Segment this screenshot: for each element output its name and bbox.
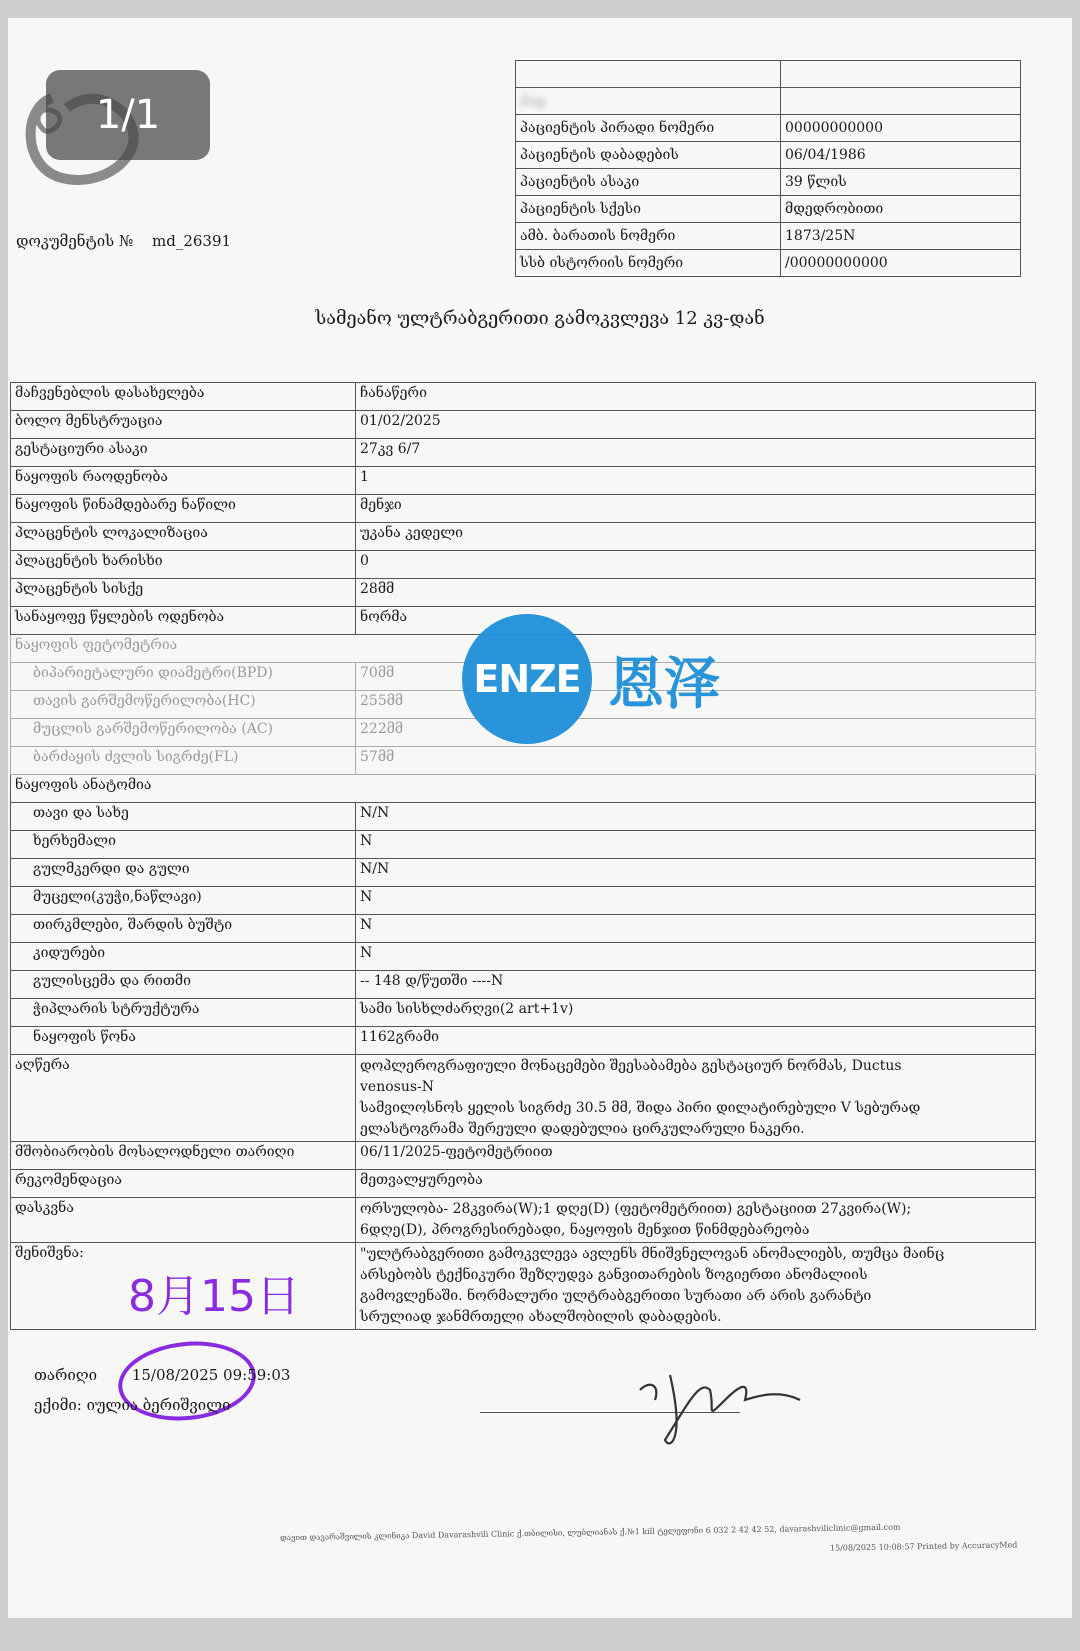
table-row	[11, 467, 1036, 495]
note-line: სრულიად ჯანმრთელი ახალშობილის დაბადების.	[360, 1309, 722, 1325]
anatomy-label: თირკმლები, შარდის ბუშტი	[11, 915, 356, 943]
field-label: ბოლო მენსტრუაცია	[11, 411, 356, 439]
table-row	[11, 383, 1036, 411]
table-row	[11, 887, 1036, 915]
table-row	[11, 943, 1036, 971]
description-line: ელასტოგრამა შერეული დადებულია ცირკულარული ნაკერი.	[360, 1121, 805, 1137]
patient-field-label: პაც	[516, 88, 781, 115]
patient-field-value: 06/04/1986	[781, 142, 1021, 169]
patient-field-label: სსბ ისტორიის ნომერი	[516, 250, 781, 277]
page-counter: 1/1	[46, 70, 210, 160]
anatomy-label: კიდურები	[11, 943, 356, 971]
patient-field-label: ამბ. ბარათის ნომერი	[516, 223, 781, 250]
fetometry-value: 222მმ	[356, 719, 1036, 747]
table-row	[11, 1027, 1036, 1055]
patient-field-value: 00000000000	[781, 115, 1021, 142]
document-number	[16, 232, 245, 250]
doctor-label: ექიმი: იულია	[34, 1396, 138, 1414]
anatomy-label: გულმკერდი და გული	[11, 859, 356, 887]
patient-field-label: პაციენტის სქესი	[516, 196, 781, 223]
field-label: სანაყოფე წყლების ოდენობა	[11, 607, 356, 635]
description-line: venosus-N	[360, 1079, 435, 1095]
date-value: 15/08/2025 09:59:03	[131, 1366, 291, 1384]
anatomy-value: N	[356, 915, 1036, 943]
field-label: ნაყოფის წინამდებარე ნაწილი	[11, 495, 356, 523]
section-row	[11, 775, 1036, 803]
field-value: 28მმ	[356, 579, 1036, 607]
field-value: 1	[356, 467, 1036, 495]
anatomy-value: სამი სისხლძარღვი(2 art+1v)	[356, 999, 1036, 1027]
patient-row	[516, 61, 1021, 88]
anatomy-section-title: ნაყოფის ანატომია	[11, 775, 1036, 803]
note-line: "ულტრაბგერითი გამოკვლევა ავლენს მნიშვნელოვან ანომალიებს, თუმცა მაინც	[360, 1246, 945, 1262]
table-row	[11, 1170, 1036, 1198]
table-row	[11, 971, 1036, 999]
fetometry-value: 70მმ	[356, 663, 1036, 691]
patient-field-value: 1873/25N	[781, 223, 1021, 250]
patient-field-value	[781, 61, 1021, 88]
field-value: მენჯი	[356, 495, 1036, 523]
fetometry-value: 255მმ	[356, 691, 1036, 719]
patient-field-value	[781, 88, 1021, 115]
anatomy-label: გულისცემა და რითმი	[11, 971, 356, 999]
patient-row	[516, 169, 1021, 196]
conclusion-line: 6დღე(D), პროგრესირებადი, ნაყოფის მენჯით წინმდებარეობა	[360, 1222, 810, 1238]
table-row	[11, 579, 1036, 607]
document-title: სამეანო ულტრაბგერითი გამოკვლევა 12 კვ-დან	[315, 308, 765, 329]
table-row	[11, 411, 1036, 439]
description-row	[11, 1055, 1036, 1142]
date-label: თარიღი	[34, 1366, 98, 1384]
recommendation-value: მეთვალყურეობა	[356, 1170, 1036, 1198]
anatomy-label: მუცელი(კუჭი,ნაწლავი)	[11, 887, 356, 915]
fetometry-label: ბიპარიეტალური დიამეტრი(BPD)	[11, 663, 356, 691]
anatomy-value: 1162გრამი	[356, 1027, 1036, 1055]
field-label: პლაცენტის ხარისხი	[11, 551, 356, 579]
patient-field-label	[516, 61, 781, 88]
description-line: დოპლეროგრაფიული მონაცემები შეესაბამება გესტაციურ ნორმას, Ductus	[360, 1058, 902, 1074]
footer-print-info: 15/08/2025 10:08:57 Printed by AccuracyMed	[829, 1540, 1018, 1553]
table-row	[11, 999, 1036, 1027]
patient-row	[516, 115, 1021, 142]
table-row	[11, 1142, 1036, 1170]
description-text	[356, 1055, 1036, 1142]
field-label: ნაყოფის რაოდენობა	[11, 467, 356, 495]
footer-clinic-info: დავით დავარაშვილის კლინიკა David Davarashvili Clinic ქ.თბილისი, ლუბლიანას ქ.№1 kill ტელეფონი 6 032 2 42 42 52, davarashviliclinic@gmail.com	[279, 1522, 901, 1543]
note-label: შენიშვნა:	[11, 1243, 356, 1330]
field-label: პლაცენტის ლოკალიზაცია	[11, 523, 356, 551]
anatomy-label: ნაყოფის წონა	[11, 1027, 356, 1055]
field-value: 01/02/2025	[356, 411, 1036, 439]
anatomy-value: N	[356, 831, 1036, 859]
due-date-value: 06/11/2025-ფეტომეტრიით	[356, 1142, 1036, 1170]
doctor-row	[34, 1396, 231, 1414]
patient-field-value: 39 წლის	[781, 169, 1021, 196]
document-number-value: md_26391	[152, 232, 232, 250]
patient-field-label: პაციენტის დაბადების	[516, 142, 781, 169]
patient-field-label: პაციენტის ასაკი	[516, 169, 781, 196]
field-value: ნორმა	[356, 607, 1036, 635]
patient-row	[516, 196, 1021, 223]
patient-field-value: მდედრობითი	[781, 196, 1021, 223]
field-value: ჩანაწერი	[356, 383, 1036, 411]
fetometry-label: მუცლის გარშემოწერილობა (AC)	[11, 719, 356, 747]
table-row	[11, 747, 1036, 775]
note-line: არსებობს ტექნიკური შეზღუდვა განვითარების ზოგიერთი ანომალიის	[360, 1267, 868, 1283]
table-row	[11, 803, 1036, 831]
anatomy-value: N/N	[356, 803, 1036, 831]
anatomy-label: ჭიპლარის სტრუქტურა	[11, 999, 356, 1027]
fetometry-label: ბარძაყის ძვლის სიგრძე(FL)	[11, 747, 356, 775]
table-row	[11, 523, 1036, 551]
conclusion-row	[11, 1198, 1036, 1243]
fetometry-value: 57მმ	[356, 747, 1036, 775]
patient-row	[516, 142, 1021, 169]
field-label: პლაცენტის სისქე	[11, 579, 356, 607]
field-value: 27კვ 6/7	[356, 439, 1036, 467]
patient-info-table	[515, 60, 1021, 277]
patient-row	[516, 88, 1021, 115]
anatomy-value: N/N	[356, 859, 1036, 887]
patient-row	[516, 250, 1021, 277]
conclusion-text	[356, 1198, 1036, 1243]
due-date-label: მშობიარობის მოსალოდნელი თარიღი	[11, 1142, 356, 1170]
field-value: უკანა კედელი	[356, 523, 1036, 551]
ultrasound-results-table	[10, 382, 1036, 1330]
patient-field-value: /00000000000	[781, 250, 1021, 277]
table-row	[11, 831, 1036, 859]
date-row	[34, 1366, 290, 1384]
table-row	[11, 551, 1036, 579]
table-row	[11, 439, 1036, 467]
anatomy-value: N	[356, 943, 1036, 971]
watermark-logo: ENZE	[462, 614, 592, 744]
anatomy-label: ხერხემალი	[11, 831, 356, 859]
patient-field-label: პაციენტის პირადი ნომერი	[516, 115, 781, 142]
handwritten-date-annotation: 8月15日	[128, 1271, 300, 1322]
table-row	[11, 859, 1036, 887]
anatomy-value: -- 148 დ/წუთში ----N	[356, 971, 1036, 999]
field-value: 0	[356, 551, 1036, 579]
table-row	[11, 495, 1036, 523]
document-number-label: დოკუმენტის №	[16, 232, 134, 250]
conclusion-line: ორსულობა- 28კვირა(W);1 დღე(D) (ფეტომეტრიით) გესტაციით 27კვირა(W);	[360, 1201, 912, 1217]
patient-row	[516, 223, 1021, 250]
conclusion-label: დასკვნა	[11, 1198, 356, 1243]
note-line: გამოვლენაში. ნორმალური ულტრაბგერითი სურათი არ არის გარანტი	[360, 1288, 872, 1304]
description-label: აღწერა	[11, 1055, 356, 1142]
recommendation-label: რეკომენდაცია	[11, 1170, 356, 1198]
watermark-text: 恩泽	[608, 652, 720, 717]
anatomy-value: N	[356, 887, 1036, 915]
description-line: სამვილოსნოს ყელის სიგრძე 30.5 მმ, შიდა პირი დილატირებული V სებურად	[360, 1100, 921, 1116]
note-text	[356, 1243, 1036, 1330]
anatomy-label: თავი და სახე	[11, 803, 356, 831]
field-label: მაჩვენებლის დასახელება	[11, 383, 356, 411]
doctor-surname: ბერიშვილი	[142, 1396, 231, 1414]
fetometry-label: თავის გარშემოწერილობა(HC)	[11, 691, 356, 719]
signature-icon	[630, 1360, 810, 1450]
table-row	[11, 915, 1036, 943]
field-label: გესტაციური ასაკი	[11, 439, 356, 467]
fetometry-section-title: ნაყოფის ფეტომეტრია	[11, 635, 1036, 663]
